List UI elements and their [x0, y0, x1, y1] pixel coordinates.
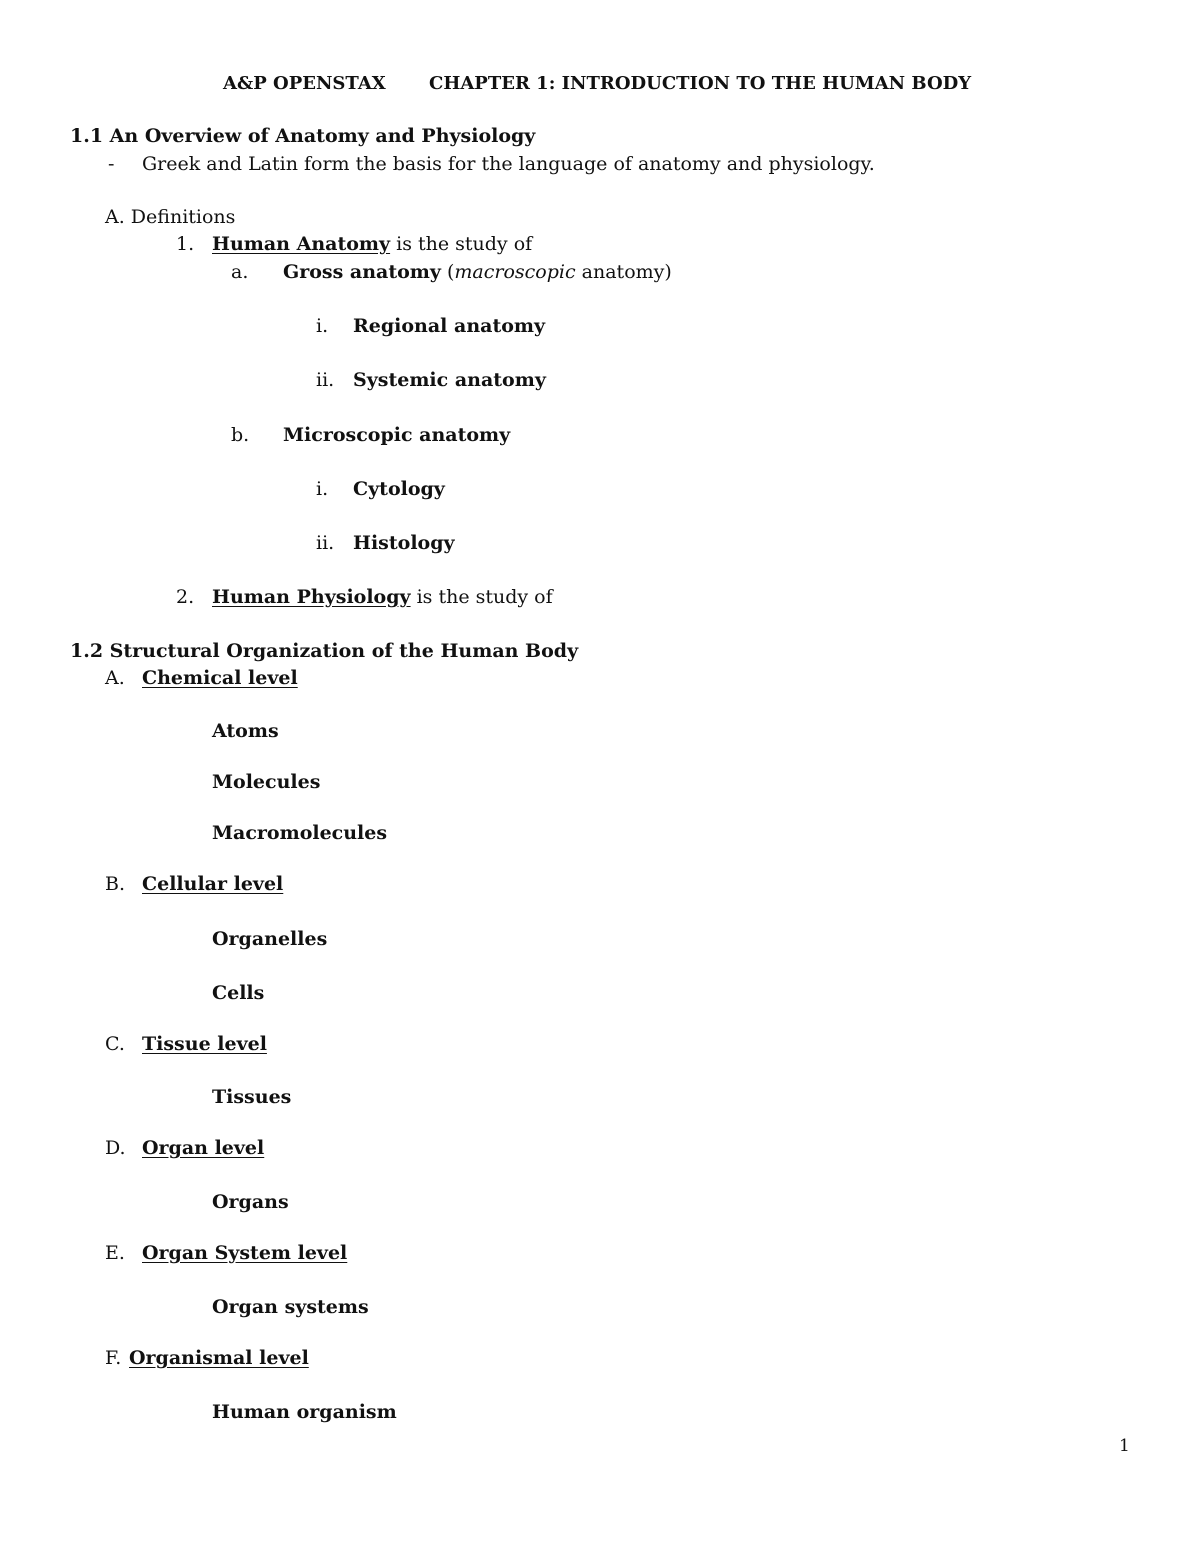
human-anatomy-term: Human Anatomy [212, 233, 391, 255]
bullet-text: Greek and Latin form the basis for the language of anatomy and physiology. [142, 153, 875, 175]
level-item: Tissues [212, 1086, 292, 1108]
level-c-marker: C. [105, 1033, 125, 1055]
systemic-anatomy: Systemic anatomy [353, 369, 546, 391]
sub-a-line [283, 260, 672, 284]
item-1-number: 1. [176, 233, 195, 255]
definitions-label: A. Definitions [105, 206, 236, 228]
cytology: Cytology [353, 478, 445, 500]
sub-a-i-marker: i. [316, 315, 329, 337]
sub-b-ii-marker: ii. [316, 532, 335, 554]
human-physiology-rest: is the study of [410, 586, 553, 608]
level-organismal: Organismal level [129, 1347, 309, 1369]
level-f-marker: F. [105, 1347, 122, 1369]
item-1-line [212, 232, 532, 256]
level-tissue: Tissue level [142, 1033, 267, 1055]
sub-b-marker: b. [231, 424, 250, 446]
header-chapter: CHAPTER 1: INTRODUCTION TO THE HUMAN BODY [429, 73, 972, 94]
regional-anatomy: Regional anatomy [353, 315, 546, 337]
gross-anatomy-paren-open: ( [440, 261, 455, 283]
level-a-marker: A. [105, 667, 125, 689]
level-item: Human organism [212, 1401, 397, 1423]
section-heading-1-2: 1.2 Structural Organization of the Human Body [70, 640, 579, 662]
level-item: Molecules [212, 771, 321, 793]
gross-anatomy-term: Gross anatomy [283, 261, 441, 283]
human-anatomy-rest: is the study of [390, 233, 533, 255]
level-organ: Organ level [142, 1137, 265, 1159]
sub-a-ii-marker: ii. [316, 369, 335, 391]
item-2-number: 2. [176, 586, 195, 608]
level-organ-system: Organ System level [142, 1242, 348, 1264]
microscopic-anatomy: Microscopic anatomy [283, 424, 511, 446]
level-d-marker: D. [105, 1137, 126, 1159]
gross-anatomy-italic: macroscopic [454, 261, 576, 283]
level-item: Macromolecules [212, 822, 388, 844]
gross-anatomy-paren-rest: anatomy) [575, 261, 672, 283]
human-physiology-term: Human Physiology [212, 586, 411, 608]
level-chemical: Chemical level [142, 667, 298, 689]
sub-b-i-marker: i. [316, 478, 329, 500]
level-item: Organelles [212, 928, 328, 950]
level-cellular: Cellular level [142, 873, 284, 895]
level-e-marker: E. [105, 1242, 125, 1264]
level-item: Atoms [212, 720, 279, 742]
header-course: A&P OPENSTAX [223, 73, 386, 94]
level-item: Organs [212, 1191, 289, 1213]
sub-a-marker: a. [231, 261, 249, 283]
page-number: 1 [1119, 1436, 1130, 1456]
histology: Histology [353, 532, 455, 554]
level-b-marker: B. [105, 873, 126, 895]
level-item: Organ systems [212, 1296, 369, 1318]
bullet-marker: - [108, 153, 115, 175]
section-heading-1-1: 1.1 An Overview of Anatomy and Physiology [70, 125, 536, 147]
item-2-line [212, 585, 553, 609]
level-item: Cells [212, 982, 265, 1004]
